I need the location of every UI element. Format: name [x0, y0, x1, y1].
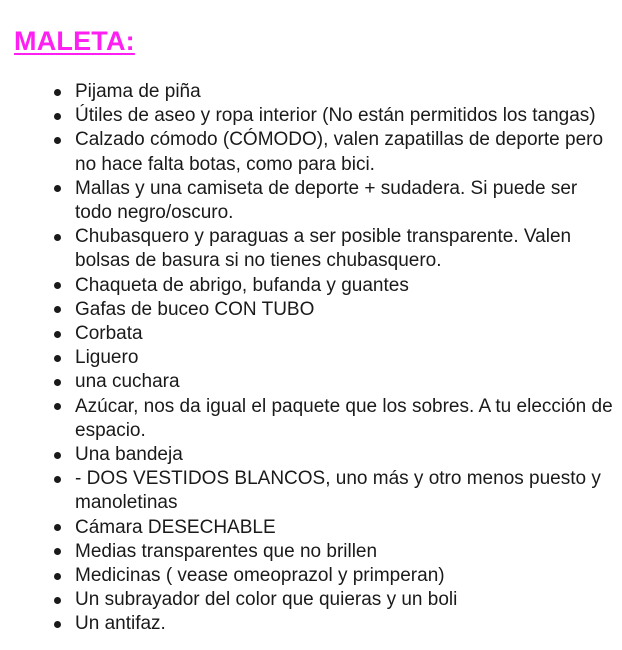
list-item: Mallas y una camiseta de deporte + sudadera. Si puede ser todo negro/oscuro. — [75, 177, 615, 225]
packing-list — [75, 80, 615, 637]
list-item: - DOS VESTIDOS BLANCOS, uno más y otro menos puesto y manoletinas — [75, 467, 615, 515]
list-item: una cuchara — [75, 370, 615, 394]
list-item: Chaqueta de abrigo, bufanda y guantes — [75, 274, 615, 298]
list-item: Un subrayador del color que quieras y un boli — [75, 588, 615, 612]
list-item: Medicinas ( vease omeoprazol y primperan) — [75, 564, 615, 588]
list-item: Medias transparentes que no brillen — [75, 540, 615, 564]
list-item: Gafas de buceo CON TUBO — [75, 298, 615, 322]
list-item: Corbata — [75, 322, 615, 346]
list-item: Azúcar, nos da igual el paquete que los sobres. A tu elección de espacio. — [75, 395, 615, 443]
list-item: Un antifaz. — [75, 612, 615, 636]
list-item: Pijama de piña — [75, 80, 615, 104]
list-item: Una bandeja — [75, 443, 615, 467]
list-item: Útiles de aseo y ropa interior (No están permitidos los tangas) — [75, 104, 615, 128]
list-item: Liguero — [75, 346, 615, 370]
list-item: Cámara DESECHABLE — [75, 516, 615, 540]
list-item: Calzado cómodo (CÓMODO), valen zapatillas de deporte pero no hace falta botas, como para bici. — [75, 128, 615, 176]
list-item: Chubasquero y paraguas a ser posible transparente. Valen bolsas de basura si no tienes chubasquero. — [75, 225, 615, 273]
page-title: MALETA: — [14, 26, 135, 56]
